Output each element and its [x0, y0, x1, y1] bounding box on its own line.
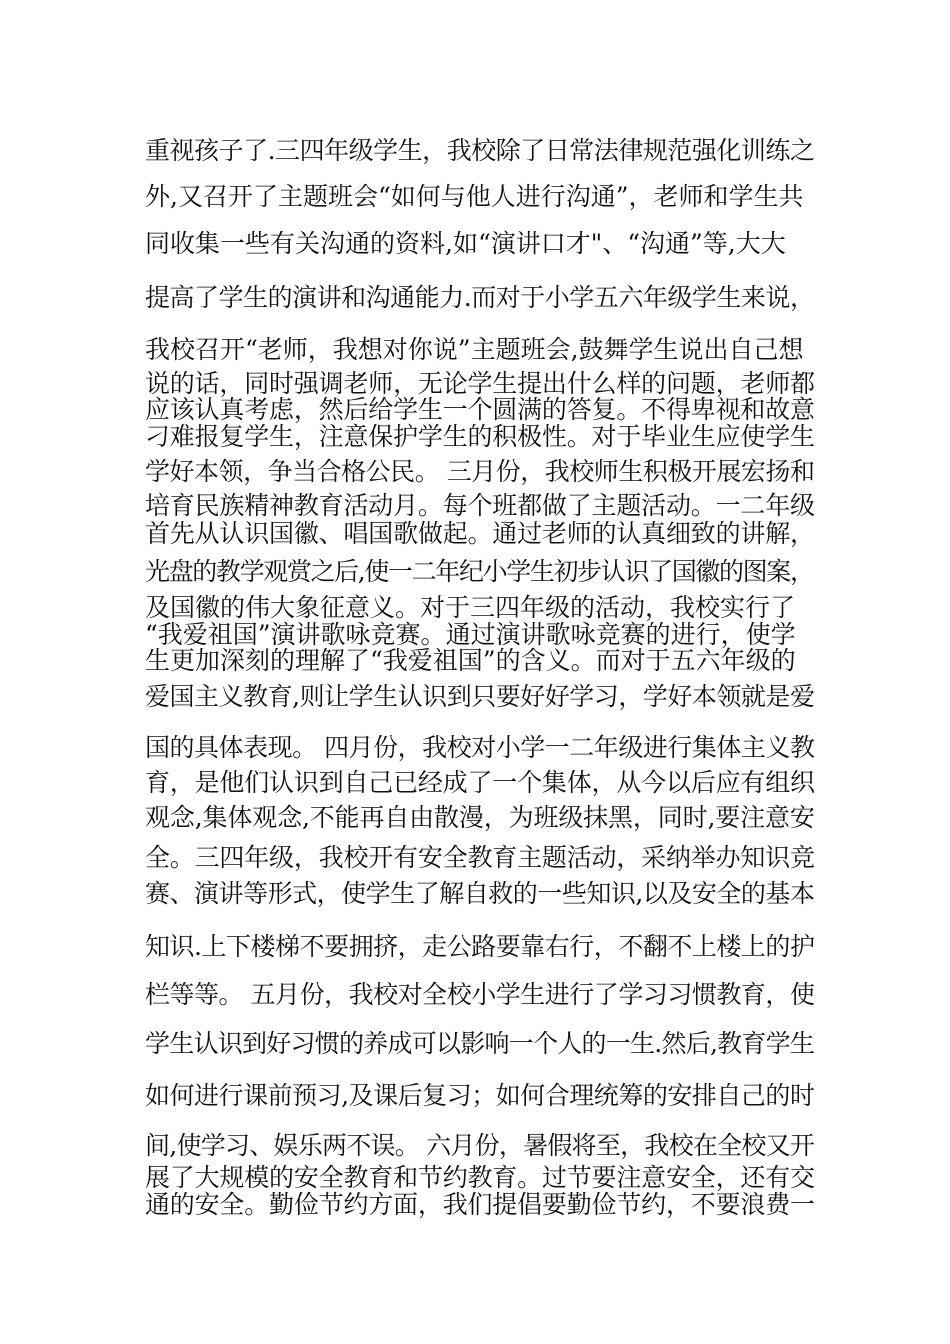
text-line: 光盘的教学观赏之后,使一二年纪小学生初步认识了国徽的图案，: [145, 557, 814, 586]
text-line: 展了大规模的安全教育和节约教育。过节要注意安全，还有交: [145, 1163, 815, 1192]
text-line: 重视孩子了.三四年级学生，我校除了日常法律规范强化训练之: [145, 136, 815, 165]
text-line: 外,又召开了主题班会“如何与他人进行沟通”，老师和学生共: [145, 182, 804, 211]
text-line: 国的具体表现。 四月份，我校对小学一二年级进行集体主义教: [145, 733, 815, 762]
text-line: 赛、演讲等形式，使学生了解自救的一些知识,以及安全的基本: [145, 879, 815, 908]
text-line: 间,使学习、娱乐两不误。 六月份，暑假将至，我校在全校又开: [145, 1131, 815, 1160]
text-line: 学生认识到好习惯的养成可以影响一个人的一生.然后,教育学生: [145, 1029, 815, 1058]
text-line: 通的安全。勤俭节约方面，我们提倡要勤俭节约，不要浪费一: [145, 1190, 815, 1219]
text-line: 栏等等。 五月份，我校对全校小学生进行了学习习惯教育，使: [145, 980, 815, 1009]
text-line: 如何进行课前预习,及课后复习；如何合理统筹的安排自己的时: [145, 1081, 815, 1110]
text-line: 刁难报复学生，注意保护学生的积极性。对于毕业生应使学生: [145, 422, 815, 451]
text-line: 全。三四年级，我校开有安全教育主题活动，采纳举办知识竞: [145, 843, 815, 872]
text-line: 应该认真考虑，然后给学生一个圆满的答复。不得卑视和故意: [145, 395, 815, 424]
text-line: 知识.上下楼梯不要拥挤，走公路要靠右行，不翻不上楼上的护: [145, 932, 815, 961]
text-line: 观念,集体观念,不能再自由散漫，为班级抹黑，同时,要注意安: [145, 803, 815, 832]
text-line: 育，是他们认识到自己已经成了一个集体，从今以后应有组织: [145, 768, 815, 797]
text-line: 首先从认识国徽、唱国歌做起。通过老师的认真细致的讲解，: [145, 519, 815, 548]
text-line: 同收集一些有关沟通的资料,如“演讲口才"、“沟通”等,大大: [145, 229, 786, 258]
text-line: “我爱祖国”演讲歌咏竞赛。通过演讲歌咏竞赛的进行，使学: [145, 620, 796, 649]
text-line: 及国徽的伟大象征意义。对于三四年级的活动，我校实行了: [145, 593, 796, 622]
text-line: 生更加深刻的理解了“我爱祖国”的含义。而对于五六年级的: [145, 646, 796, 675]
text-line: 说的话，同时强调老师，无论学生提出什么样的问题，老师都: [145, 369, 815, 398]
text-line: 培育民族精神教育活动月。每个班都做了主题活动。一二年级: [145, 491, 815, 520]
text-line: 提高了学生的演讲和沟通能力.而对于小学五六年级学生来说，: [145, 283, 815, 312]
text-line: 我校召开“老师，我想对你说”主题班会,鼓舞学生说出自己想: [145, 335, 804, 364]
text-line: 爱国主义教育,则让学生认识到只要好好学习，学好本领就是爱: [145, 682, 815, 711]
text-line: 学好本领，争当合格公民。 三月份，我校师生积极开展宏扬和: [145, 457, 815, 486]
